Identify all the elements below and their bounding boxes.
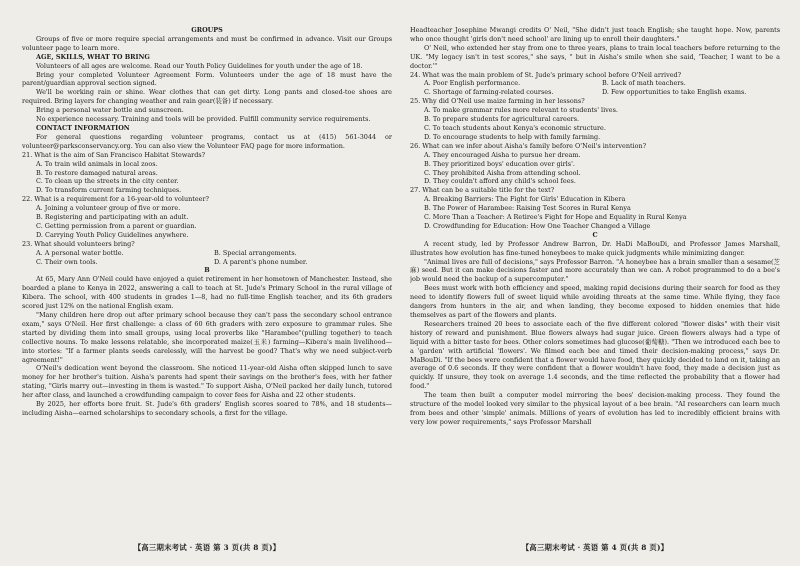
q23-options-row-1 — [36, 249, 392, 258]
q23-option-d: D. A parent's phone number. — [214, 257, 308, 266]
section-b-label: B — [204, 266, 210, 275]
q27-option-b: B. The Power of Harambee: Raising Test Scores in Rural Kenya — [424, 204, 631, 213]
q24-option-b: B. Lack of math teachers. — [602, 79, 686, 88]
contact-heading: CONTACT INFORMATION — [36, 123, 130, 132]
q26-option-c: C. They prohibited Aisha from attending school. — [424, 168, 581, 177]
q24-option-c: C. Shortage of farming-related courses. — [424, 88, 554, 97]
groups-text: Groups of five or more require special arrangements and must be confirmed in advance. Visit our Groups volunteer page to learn more. — [22, 34, 392, 52]
question-27: 27. What can be a suitable title for the text? — [410, 186, 555, 195]
question-23: 23. What should volunteers bring? — [22, 239, 135, 248]
q21-option-c: C. To clean up the streets in the city center. — [36, 177, 179, 186]
section-c-label: C — [592, 230, 598, 239]
q24-option-d: D. Few opportunities to take English exams. — [602, 88, 747, 97]
age-paragraph-3: We'll be working rain or shine. Wear clothes that can get dirty. Long pants and closed-toe shoes are required. Bring layers for changing weather and rain gear(装备) if necessary. — [22, 88, 392, 106]
question-22: 22. What is a requirement for a 16-year-old to volunteer? — [22, 195, 209, 204]
q24-options-row-1 — [424, 79, 780, 88]
q27-option-d: D. Crowdfunding for Education: How One Teacher Changed a Village — [424, 221, 651, 230]
q26-option-d: D. They couldn't afford any child's school fees. — [424, 177, 576, 186]
q23-option-b: B. Special arrangements. — [214, 248, 297, 257]
passage-c-paragraph-2: "Animal lives are full of decisions," says Professor Barron. "A honeybee has a brain smaller than a sesame(芝麻) seed. But it can make decisions faster and more accurately than we can. A robot programmed to do a bee's job would need the backup of a supercomputer." — [410, 257, 780, 284]
q21-option-d: D. To transform current farming techniques. — [36, 186, 182, 195]
q23-option-c: C. Their own tools. — [36, 257, 98, 266]
q24-option-a: A. Poor English performance. — [424, 79, 521, 88]
q21-option-b: B. To restore damaged natural areas. — [36, 168, 158, 177]
age-paragraph-1: Volunteers of all ages are welcome. Read our Youth Policy Guidelines for youth under the age of 18. — [36, 61, 363, 70]
passage-b-paragraph-4: By 2025, her efforts bore fruit. St. Jude's 6th graders' English scores soared to 78%, and 18 students—including Aisha—earned scholarships to secondary schools, a first for the village. — [22, 400, 392, 417]
age-skills-heading: AGE, SKILLS, WHAT TO BRING — [36, 52, 150, 61]
q22-option-d: D. Carrying Youth Policy Guidelines anywhere. — [36, 230, 189, 239]
passage-c-paragraph-3: Bees must work with both efficiency and speed, making rapid decisions during their search for food as they need to identify flowers full of sweet liquid while avoiding threats at the same time. While flying, they face dangers from hunters in the air, and when landing, they become exposed to hidden enemies that hide themselves as part of the flowers and plants. — [410, 284, 780, 319]
q26-option-a: A. They encouraged Aisha to pursue her dream. — [424, 150, 581, 159]
passage-b-continued-1: Headteacher Josephine Mwangi credits O' Neil, "She didn't just teach English; she taught hope. Now, parents who once thought 'girls don't need school' are lining up to enroll their daughters." — [410, 26, 780, 43]
q22-option-b: B. Registering and participating with an adult. — [36, 213, 189, 222]
passage-c-paragraph-5: The team then built a computer model mirroring the bees' decision-making process. They found the structure of the model looked very similar to the physical layout of a bee brain. "AI researchers can learn much from bees and other 'simple' animals. Millions of years of evolution has led to incredibly efficient brains with very low power requirements," says Professor Marshall — [410, 391, 780, 426]
groups-heading: GROUPS — [191, 26, 223, 34]
passage-b-paragraph-1: At 65, Mary Ann O'Neil could have enjoyed a quiet retirement in her hometown of Manchester. Instead, she boarded a plane to Kenya in 2022, answering a call to teach at St. Jude's Primary School in the rural village of Kibera. The school, with 400 students in grades 1—8, had no full-time English teacher, and its 6th graders scored just 12% on the national English exam. — [22, 275, 392, 311]
q26-option-b: B. They prioritized boys' education over girls'. — [424, 159, 575, 168]
q23-options-row-2 — [36, 258, 392, 267]
right-column — [410, 26, 780, 534]
q23-option-a: A. A personal water bottle. — [36, 248, 124, 257]
q25-option-d: D. To encourage students to help with family farming. — [424, 132, 601, 141]
question-25: 25. Why did O'Neil use maize farming in her lessons? — [410, 97, 585, 106]
passage-c-paragraph-4: Researchers trained 20 bees to associate each of the five different colored "flower disks" with their visit history of reward and punishment. Blue flowers always had sugar juice. Green flowers always had a type of liquid with a bitter taste for bees. Other colors sometimes had glucose(葡萄糖). "Then we introduced each bee to a 'garden' with artificial 'flowers'. We filmed each bee and timed their decision-making process," says Dr. MaBouDi. "If the bees were confident that a flower would have food, they quickly decided to land on it, taking an average of 0.6 seconds. If they were confident that a flower wouldn't have food, they made a decision just as quickly. If unsure, they took on average 1.4 seconds, and the time reflected the probability that a flower had food." — [410, 319, 780, 391]
q25-option-b: B. To prepare students for agricultural careers. — [424, 115, 580, 124]
age-paragraph-4: Bring a personal water bottle and sunscreen. — [36, 106, 184, 115]
q21-option-a: A. To train wild animals in local zoos. — [36, 159, 158, 168]
page-footer-left: 【高三期末考试 · 英语 第 3 页(共 8 页)】 — [133, 543, 281, 552]
page-footer-right: 【高三期末考试 · 英语 第 4 页(共 8 页)】 — [521, 543, 669, 552]
q27-option-c: C. More Than a Teacher: A Retiree's Fight for Hope and Equality in Rural Kenya — [424, 213, 687, 222]
passage-b-continued-2: O' Neil, who extended her stay from one to three years, plans to train local teachers before returning to the UK. "My legacy isn't in test scores," she says, " but in Aisha's smile when she said, 'Teacher, I want to be a doctor.'" — [410, 43, 780, 70]
age-paragraph-2: Bring your completed Volunteer Agreement Form. Volunteers under the age of 18 must have the parent/guardian approval section signed. — [22, 70, 392, 88]
passage-b-paragraph-2: "Many children here drop out after primary school because they can't pass the secondary school entrance exam," says O'Neil. Her first challenge: a class of 60 6th graders with zero exposure to grammar rules. She started by dividing them into small groups, using local proverbs like "Harambee"(pulling together) to teach collective nouns. To make lessons relatable, she incorporated maize(玉米) farming—Kibera's main livelihood—into stories: "If a farmer plants seeds carelessly, will the harvest be good? That's why we need subject-verb agreement!" — [22, 311, 392, 364]
q22-option-a: A. Joining a volunteer group of five or more. — [36, 204, 181, 213]
q25-option-a: A. To make grammar rules more relevant to students' lives. — [424, 106, 618, 115]
contact-text: For general questions regarding volunteer programs, contact us at (415) 561-3044 or volunteer@parksconservancy.org. You can also view the Volunteer FAQ page for more information. — [22, 132, 392, 150]
question-24: 24. What was the main problem of St. Jude's primary school before O'Neil arrived? — [410, 70, 682, 79]
q25-option-c: C. To teach students about Kenya's economic structure. — [424, 123, 606, 132]
q22-option-c: C. Getting permission from a parent or guardian. — [36, 221, 197, 230]
passage-b-paragraph-3: O'Neil's dedication went beyond the classroom. She noticed 11-year-old Aisha often skipped lunch to save money for her brother's tuition. Aisha's parents had spent their savings on the brother's fees, with her father stating, "Girls marry out—investing in them is wasted." To support Aisha, O'Neil packed her daily lunch, tutored her after class, and launched a crowdfunding campaign to cover fees for Aisha and 22 other students. — [22, 364, 392, 400]
q24-options-row-2 — [424, 88, 780, 97]
q27-option-a: A. Breaking Barriers: The Fight for Girls' Education in Kibera — [424, 195, 626, 204]
passage-c-paragraph-1: A recent study, led by Professor Andrew Barron, Dr. HaDi MaBouDi, and Professor James Marshall, illustrates how evolution has fine-tuned honeybees to make quick judgments while minimizing danger. — [410, 239, 780, 257]
question-26: 26. What can we infer about Aisha's family before O'Neil's intervention? — [410, 141, 647, 150]
left-column — [22, 26, 392, 534]
age-paragraph-5: No experience necessary. Training and tools will be provided. Fulfill community service requirements. — [36, 115, 371, 124]
question-21: 21. What is the aim of San Francisco Habitat Stewards? — [22, 150, 206, 159]
